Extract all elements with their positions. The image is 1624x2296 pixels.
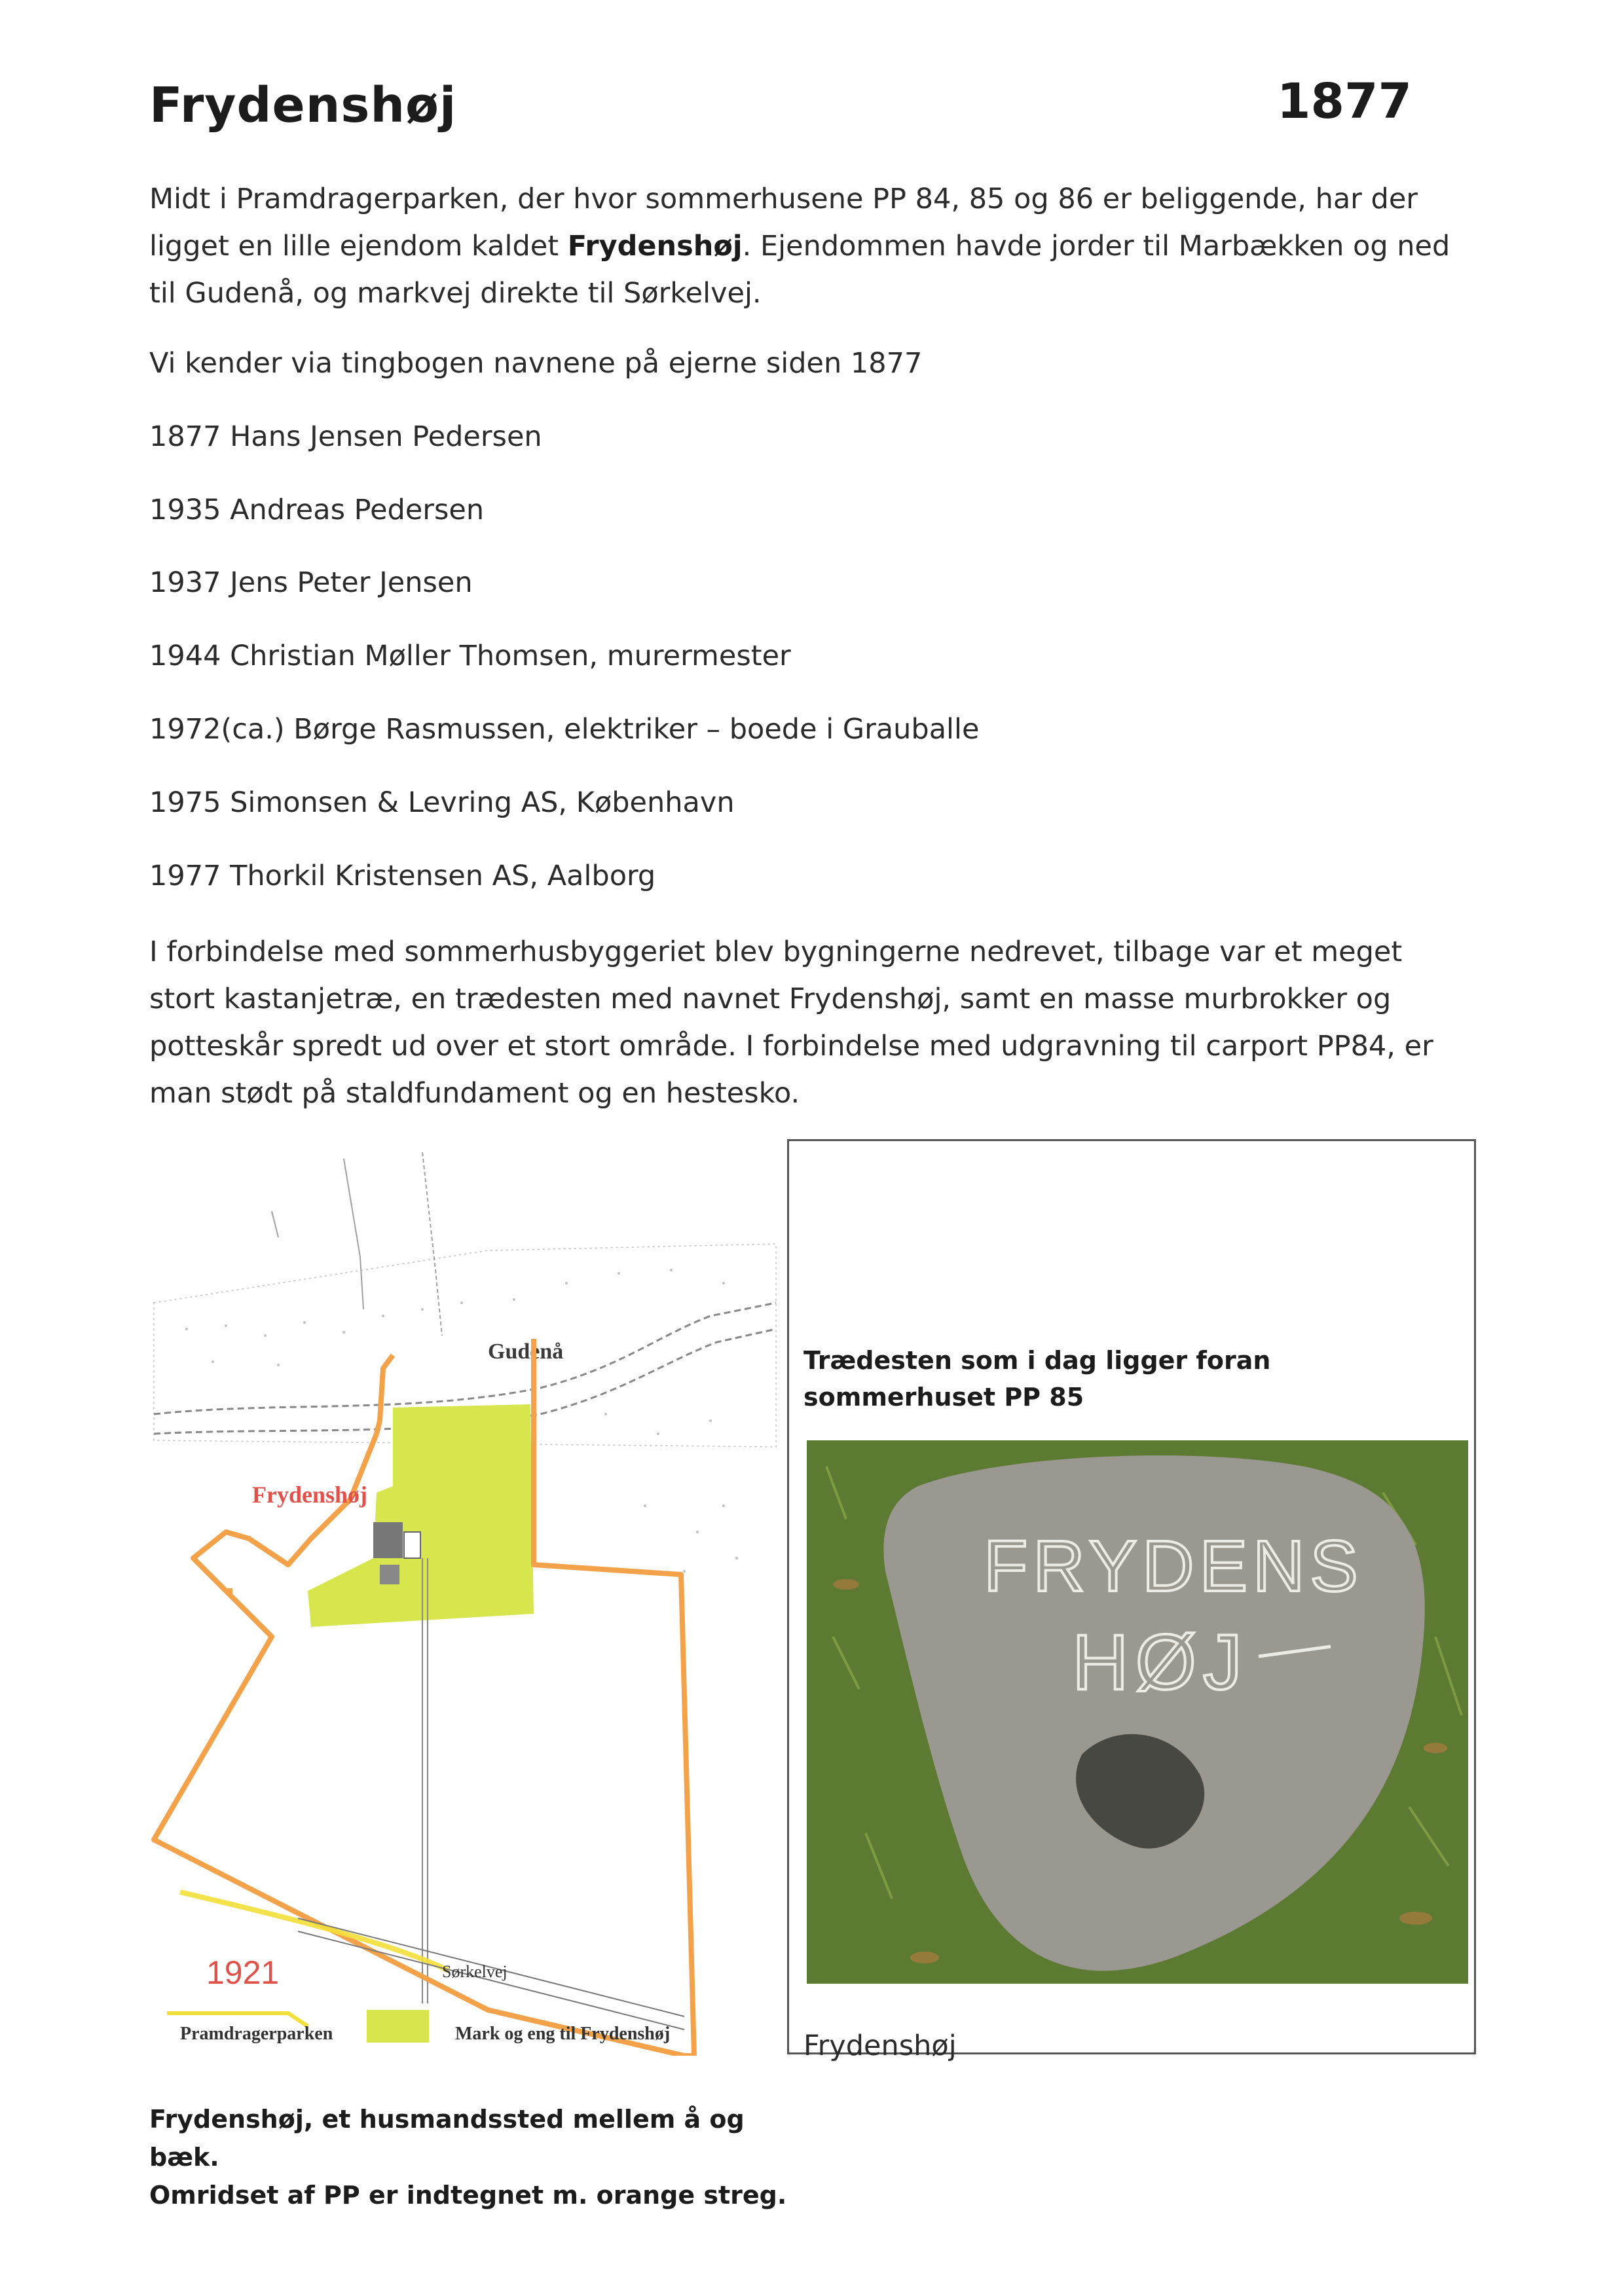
stone-photo [807, 1440, 1468, 1984]
page-title: Frydenshøj [149, 77, 457, 134]
page-year: 1877 [1277, 73, 1412, 130]
owner-entry: 1877 Hans Jensen Pedersen [149, 420, 542, 453]
owner-entry: 1977 Thorkil Kristensen AS, Aalborg [149, 860, 656, 892]
field-area [308, 1404, 534, 1627]
closing-paragraph: I forbindelse med sommerhusbyggeriet blev bygningerne nedrevet, tilbage var et meget stort kastanjetræ, en trædesten med navnet Frydenshøj, samt en masse murbrokker og potteskår spredt ud over et stort område. I forbindelse med udgravning til carport PP84, er man stødt på staldfundament og en hestesko. [149, 936, 1433, 1110]
map-caption [149, 2100, 804, 2214]
owner-entry: 1937 Jens Peter Jensen [149, 566, 473, 599]
legend-green-swatch [367, 2010, 429, 2043]
intro-paragraph [149, 175, 1485, 317]
owner-entry: 1972(ca.) Børge Rasmussen, elektriker – boede i Grauballe [149, 713, 980, 746]
historic-map-drawing [147, 1139, 792, 2056]
owners-intro: Vi kender via tingbogen navnene på ejerne siden 1877 [149, 347, 923, 380]
stone-photo-drawing [807, 1440, 1468, 1984]
photo-label: Frydenshøj [803, 2030, 957, 2062]
stone-inscription-line2: HØJ [1072, 1618, 1249, 1706]
map-caption-line2: Omridset af PP er indtegnet m. orange streg. [149, 2181, 787, 2210]
year-label: 1921 [206, 1954, 280, 1991]
intro-text-1: Midt i Pramdragerparken, der hvor sommerhusene PP 84, 85 og 86 er beliggende, har der ligget en lille ejendom kaldet [149, 183, 1418, 263]
intro-text-2: . Ejendommen havde jorder til Marbækken og ned til Gudenå, og markvej direkte til Sørkelvej. [149, 230, 1450, 310]
owner-entry: 1935 Andreas Pedersen [149, 494, 485, 526]
owner-entry: 1944 Christian Møller Thomsen, murermester [149, 640, 791, 672]
river-label: Gudenå [488, 1339, 564, 1364]
historic-map [147, 1139, 792, 2056]
intro-bold-name: Frydenshøj [567, 230, 743, 263]
stone-inscription-line1: FRYDENS [984, 1526, 1363, 1607]
farm-label: Frydenshøj [252, 1482, 368, 1508]
road-label: Sørkelvej [442, 1962, 507, 1981]
legend-orange-label: Pramdragerparken [180, 2024, 333, 2044]
farm-building [373, 1522, 403, 1558]
legend-green-label: Mark og eng til Frydenshøj [455, 2024, 671, 2044]
owner-entry: 1975 Simonsen & Levring AS, København [149, 786, 735, 819]
photo-caption: Trædesten som i dag ligger foran sommerhuset PP 85 [803, 1346, 1271, 1412]
map-caption-line1: Frydenshøj, et husmandssted mellem å og bæk. [149, 2105, 745, 2172]
